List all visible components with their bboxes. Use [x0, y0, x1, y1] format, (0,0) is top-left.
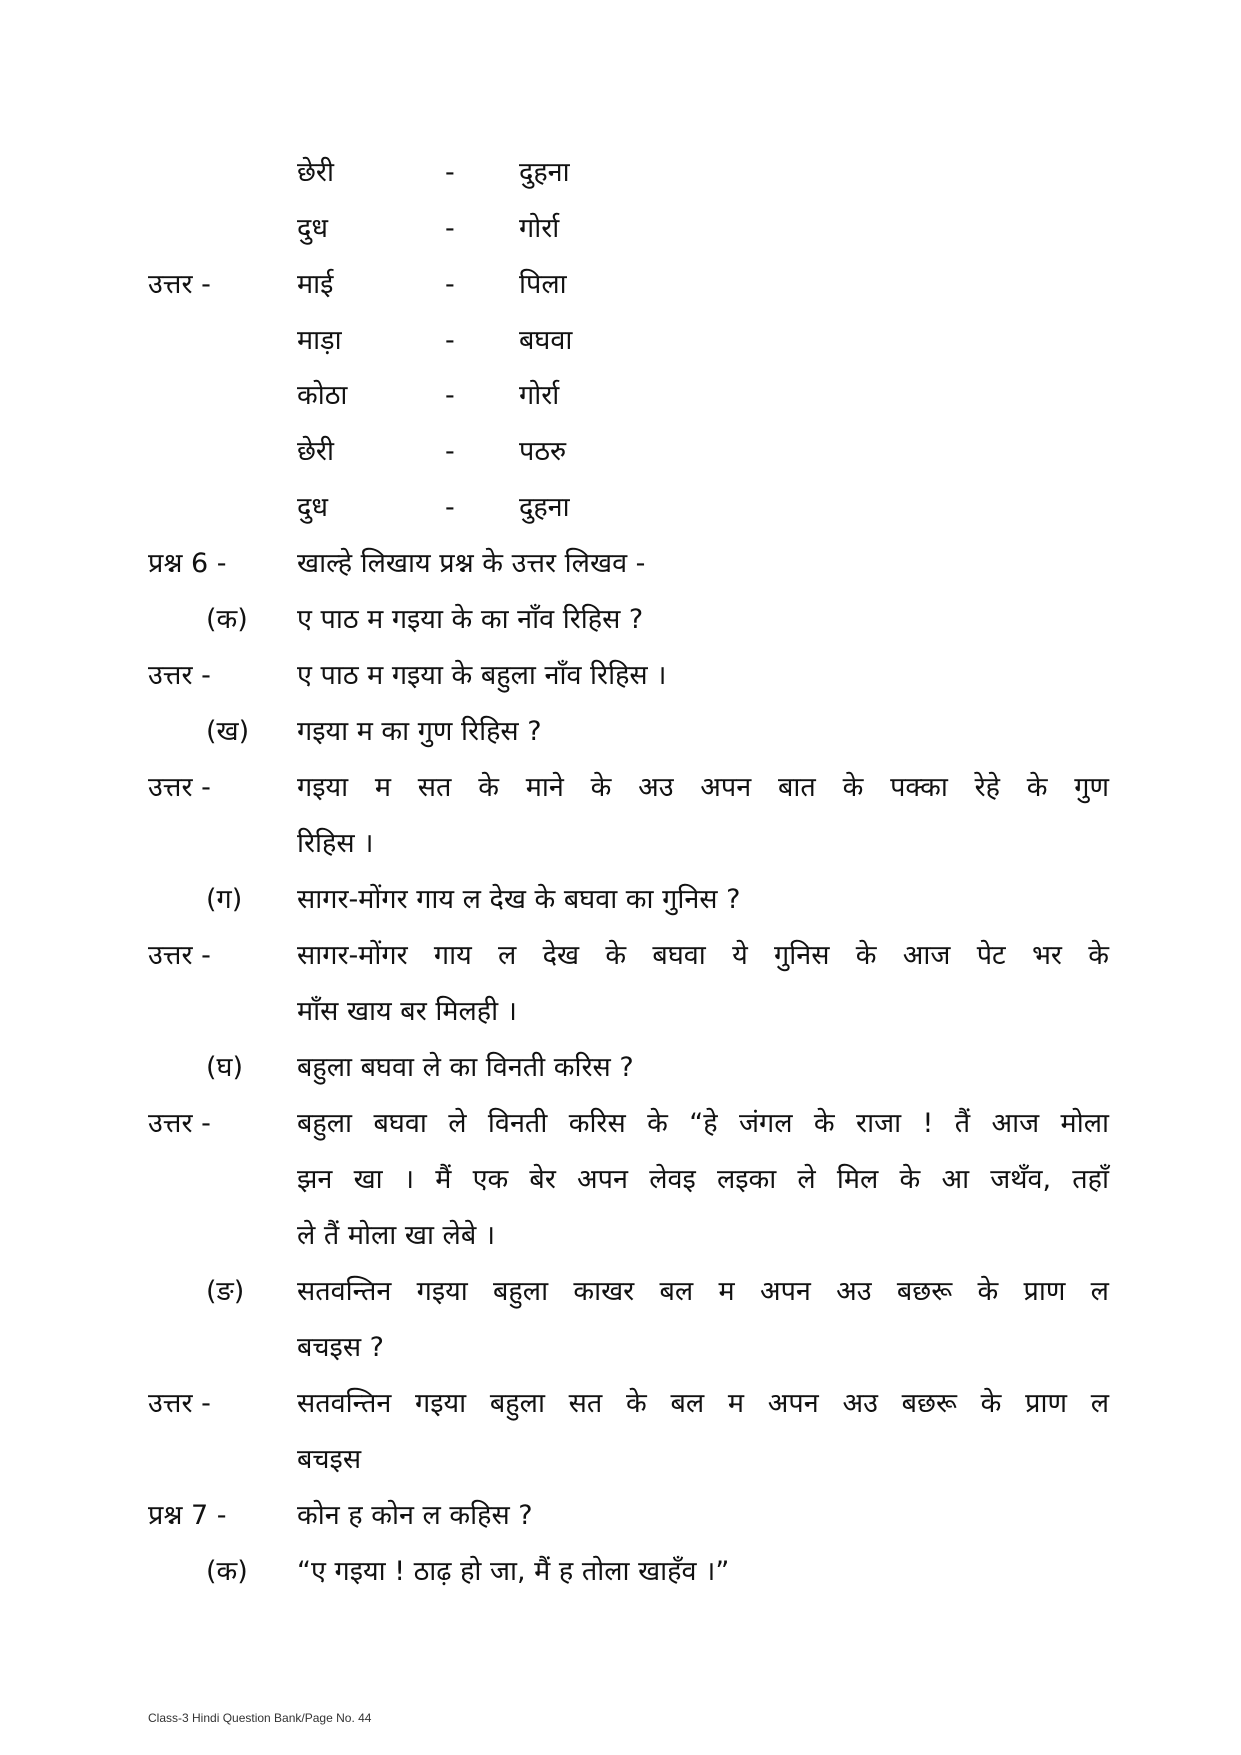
answer-text: ले तैं मोला खा लेबे ।: [297, 1220, 496, 1251]
answer-text: बचइस: [297, 1444, 362, 1475]
answer-text: सतवन्तिन गइया बहुला सत के बल म अपन अउ बछरू के प्राण ल: [297, 1388, 1109, 1419]
sub-question-marker: (ग): [206, 884, 243, 915]
question-6-text: खाल्हे लिखाय प्रश्न के उत्तर लिखव -: [297, 548, 646, 579]
answer-label: उत्तर -: [148, 269, 211, 300]
answer-label: उत्तर -: [148, 1108, 211, 1139]
answer-label: उत्तर -: [148, 940, 211, 971]
sub-question-text: बहुला बघवा ले का विनती करिस ?: [297, 1052, 634, 1083]
answer-text: माँस खाय बर मिलही ।: [297, 996, 517, 1027]
pair-right: दुहना: [519, 157, 570, 188]
pair-right: दुहना: [519, 492, 570, 523]
pair-dash: -: [445, 436, 455, 467]
pair-right: पिला: [519, 269, 567, 300]
pair-left: कोठा: [297, 380, 348, 411]
quote-text: “ए गइया ! ठाढ़ हो जा, मैं ह तोला खाहँव ।”: [297, 1556, 730, 1587]
pair-right: पठरु: [519, 436, 567, 467]
pair-left: दुध: [297, 492, 328, 523]
answer-text: रिहिस ।: [297, 828, 374, 859]
pair-dash: -: [445, 325, 455, 356]
sub-question-text: ए पाठ म गइया के का नाँव रिहिस ?: [297, 604, 644, 635]
sub-question-marker: (क): [206, 604, 248, 635]
answer-label: उत्तर -: [148, 1388, 211, 1419]
question-6-label: प्रश्न 6 -: [148, 548, 227, 579]
page-footer: Class-3 Hindi Question Bank/Page No. 44: [148, 1711, 372, 1725]
pair-dash: -: [445, 380, 455, 411]
answer-text: सागर-मोंगर गाय ल देख के बघवा ये गुनिस के आज पेट भर के: [297, 940, 1109, 971]
pair-left: दुध: [297, 213, 328, 244]
pair-dash: -: [445, 213, 455, 244]
question-7-text: कोन ह कोन ल कहिस ?: [297, 1500, 533, 1531]
pair-left: माई: [297, 269, 334, 300]
sub-question-text: गइया म का गुण रिहिस ?: [297, 716, 542, 747]
pair-left: छेरी: [297, 436, 334, 467]
answer-label: उत्तर -: [148, 772, 211, 803]
sub-question-text: सतवन्तिन गइया बहुला काखर बल म अपन अउ बछरू के प्राण ल: [297, 1276, 1109, 1307]
pair-left: छेरी: [297, 157, 334, 188]
sub-question-marker: (घ): [206, 1052, 244, 1083]
sub-question-text: बचइस ?: [297, 1332, 384, 1363]
sub-question-marker: (ख): [206, 716, 250, 747]
sub-question-text: सागर-मोंगर गाय ल देख के बघवा का गुनिस ?: [297, 884, 741, 915]
question-7-label: प्रश्न 7 -: [148, 1500, 227, 1531]
answer-text: झन खा । मैं एक बेर अपन लेवइ लइका ले मिल के आ जथँव, तहाँ: [297, 1164, 1109, 1195]
answer-text: ए पाठ म गइया के बहुला नाँव रिहिस ।: [297, 660, 667, 691]
pair-right: गोर्रा: [519, 380, 560, 411]
pair-right: गोर्रा: [519, 213, 560, 244]
pair-right: बघवा: [519, 325, 573, 356]
answer-label: उत्तर -: [148, 660, 211, 691]
pair-left: माड़ा: [297, 325, 342, 356]
pair-dash: -: [445, 492, 455, 523]
pair-dash: -: [445, 157, 455, 188]
answer-text: गइया म सत के माने के अउ अपन बात के पक्का रेहे के गुण: [297, 772, 1109, 803]
sub-question-marker: (ङ): [206, 1276, 245, 1307]
sub-question-marker: (क): [206, 1556, 248, 1587]
answer-text: बहुला बघवा ले विनती करिस के “हे जंगल के राजा ! तैं आज मोला: [297, 1108, 1109, 1139]
pair-dash: -: [445, 269, 455, 300]
